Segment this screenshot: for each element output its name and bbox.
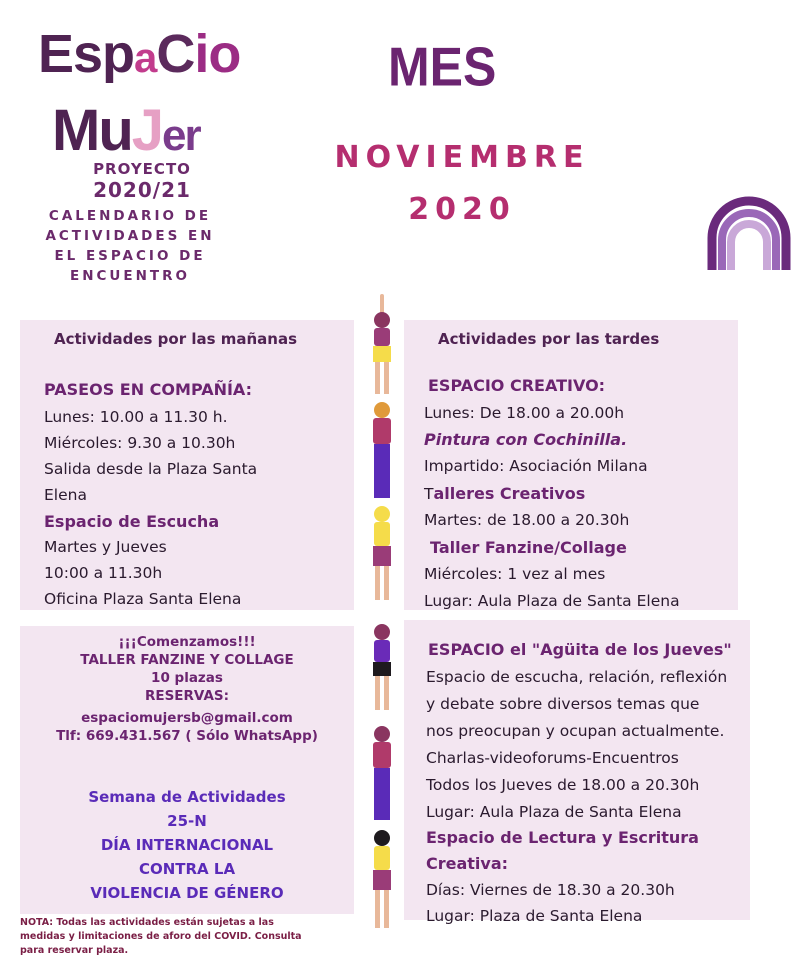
creativo-title: ESPACIO CREATIVO: [428, 376, 606, 395]
subtitle-line: ACTIVIDADES EN [45, 228, 215, 244]
woman-figure [373, 624, 391, 710]
week-line: Semana de Actividades [88, 788, 286, 806]
email-link[interactable]: espaciomujersb@gmail.com [81, 710, 293, 726]
escucha-line: Oficina Plaza Santa Elena [44, 590, 242, 608]
logo-part: J [131, 98, 163, 163]
logo-part: Mu [52, 98, 132, 163]
aguita-line: Todos los Jueves de 18.00 a 20.30h [426, 776, 700, 794]
fanzine-title: Taller Fanzine/Collage [430, 538, 627, 557]
brand-logo-line2 [52, 98, 200, 165]
aguita-line: Lugar: Aula Plaza de Santa Elena [426, 803, 682, 821]
morning-activities-panel [20, 320, 354, 610]
talleres-rest: alleres Creativos [433, 484, 586, 503]
stacked-women-illustration [360, 292, 404, 932]
calendar-subtitle [20, 206, 240, 286]
announce-line: TALLER FANZINE Y COLLAGE [80, 652, 294, 668]
fanzine-line: Lugar: Aula Plaza de Santa Elena [424, 592, 680, 610]
pintura-title: Pintura con Cochinilla. [424, 430, 628, 449]
talleres-line: Martes: de 18.00 a 20.30h [424, 511, 630, 529]
aguita-line: nos preocupan y ocupan actualmente. [426, 722, 725, 740]
afternoon-activities-panel [404, 320, 738, 610]
paseos-line: Salida desde la Plaza Santa [44, 460, 258, 478]
aguita-line: Espacio de escucha, relación, reflexión [426, 668, 728, 686]
paseos-line: Miércoles: 9.30 a 10.30h [44, 434, 236, 452]
mes-heading: MES [388, 36, 497, 98]
talleres-title [424, 484, 585, 503]
week-line: DÍA INTERNACIONAL [100, 836, 274, 854]
announcement-panel [20, 626, 354, 914]
subtitle-line: EL ESPACIO DE [54, 248, 206, 264]
week-line: 25-N [167, 812, 207, 830]
woman-figure [373, 506, 391, 600]
subtitle-line: CALENDARIO DE [48, 208, 212, 224]
aguita-line: y debate sobre diversos temas que [426, 695, 700, 713]
paseos-title: PASEOS EN COMPAÑÍA: [44, 380, 253, 399]
lectura-title: Creativa: [426, 854, 509, 873]
paseos-line: Elena [44, 486, 87, 504]
subtitle-line: ENCUENTRO [70, 268, 190, 284]
aguita-line: Charlas-videoforums-Encuentros [426, 749, 679, 767]
announce-line: 10 plazas [151, 670, 223, 686]
rainbow-icon [706, 196, 792, 272]
phone-line: Tlf: 669.431.567 ( Sólo WhatsApp) [56, 728, 318, 744]
project-year: 2020/21 [93, 178, 191, 202]
logo-part: er [162, 111, 200, 160]
lectura-line: Lugar: Plaza de Santa Elena [426, 907, 643, 925]
aguita-title: ESPACIO el "Agüita de los Jueves" [428, 640, 732, 659]
creativo-line: Lunes: De 18.00 a 20.00h [424, 404, 625, 422]
paseos-line: Lunes: 10.00 a 11.30 h. [44, 408, 228, 426]
logo-part: io [194, 24, 241, 84]
lectura-title: Espacio de Lectura y Escritura [426, 828, 699, 847]
month-heading: NOVIEMBRE [334, 140, 590, 175]
week-line: VIOLENCIA DE GÉNERO [90, 884, 284, 902]
woman-figure [373, 402, 391, 498]
fanzine-line: Miércoles: 1 vez al mes [424, 565, 606, 583]
escucha-line: 10:00 a 11.30h [44, 564, 163, 582]
aguita-panel [404, 620, 750, 925]
announce-line: RESERVAS: [144, 688, 230, 704]
announce-line: ¡¡¡Comenzamos!!! [118, 634, 256, 650]
year-heading: 2020 [408, 192, 516, 227]
escucha-line: Martes y Jueves [44, 538, 167, 556]
logo-part: Esp [38, 24, 135, 84]
woman-figure [373, 726, 391, 820]
woman-figure [373, 294, 391, 394]
escucha-title: Espacio de Escucha [44, 512, 220, 531]
woman-figure [373, 830, 391, 928]
week-line: CONTRA LA [138, 860, 236, 878]
covid-note: NOTA: Todas las actividades están sujetas a las medidas y limitaciones de aforo del COVID. Consulta para reservar plaza. [20, 917, 302, 956]
logo-part: C [156, 24, 195, 84]
talleres-prefix: T [424, 485, 434, 503]
impartido-line: Impartido: Asociación Milana [424, 457, 648, 475]
morning-title: Actividades por las mañanas [54, 330, 298, 348]
afternoon-title: Actividades por las tardes [438, 330, 660, 348]
project-label: PROYECTO [93, 160, 191, 178]
brand-logo-line1 [38, 26, 240, 86]
lectura-line: Días: Viernes de 18.30 a 20.30h [426, 881, 675, 899]
logo-part: a [134, 34, 157, 81]
